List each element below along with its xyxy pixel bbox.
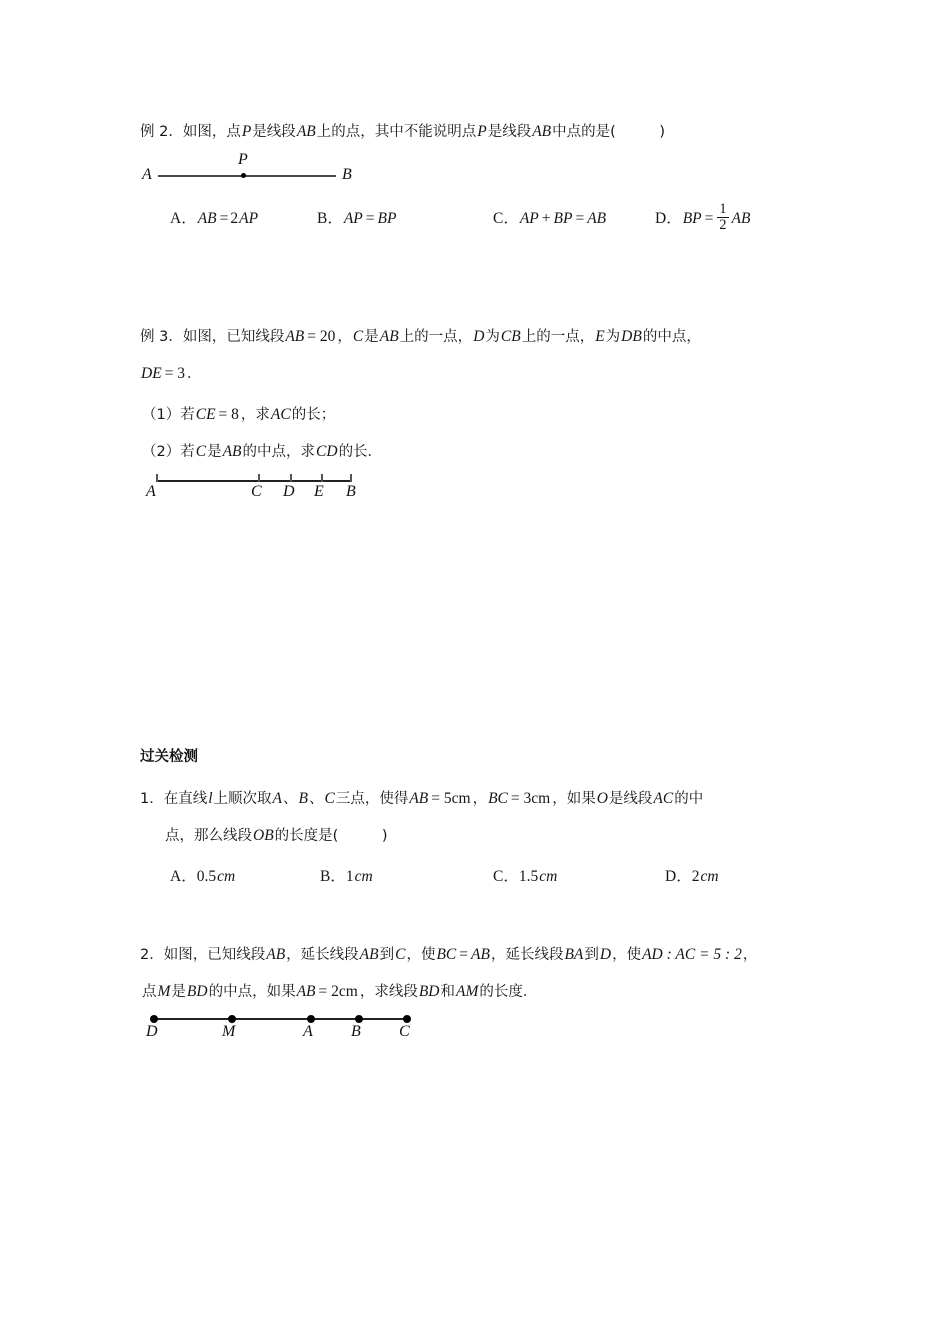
example2-stem-text-1: 如图，点 [182, 124, 241, 140]
example3-line1-f: 上的一点， [521, 329, 595, 345]
q2-number: 2． [140, 947, 164, 963]
checkpoint-q1-option-c[interactable] [493, 858, 558, 895]
checkpoint-q1-option-d[interactable] [665, 858, 720, 895]
example3-var-c: C [352, 328, 364, 345]
checkpoint-heading: 过关检测 [140, 749, 198, 765]
q2-line2-c: 的中点，如果 [208, 984, 296, 1000]
option-c-label: C． [493, 210, 519, 227]
example3-line2-dot: ． [187, 366, 202, 382]
option-a-right: AP [239, 210, 259, 227]
q1-answer-blank[interactable]: ( ) [332, 828, 388, 844]
q2-line2-d: ，求线段 [359, 984, 418, 1000]
option-c-plus: + [541, 210, 551, 227]
example3-stem-prefix: 例 3． [140, 329, 183, 345]
point-label-a: A [146, 483, 156, 500]
option-a-coef: 2 [230, 210, 239, 227]
example3-sub2-number: （2） [142, 444, 181, 460]
q1-ab-value: = 5cm [431, 790, 471, 807]
q1-option-d-label: D． [665, 868, 692, 885]
example3-de-value: = 3 [164, 365, 186, 382]
option-d-left: BP [682, 210, 702, 227]
example2-stem-text-3: 上的点，其中不能说明点 [316, 124, 477, 140]
example2-stem-text-4: 是线段 [487, 124, 532, 140]
example3-sub1 [142, 396, 335, 434]
example3-sub1-eq: = 8 [218, 406, 239, 423]
option-a-left: AB [197, 210, 217, 227]
example2-var-p2: P [477, 123, 487, 140]
q1-ob: OB [253, 827, 274, 844]
example2-var-ab2: AB [532, 123, 552, 140]
point-label-a: A [142, 166, 152, 183]
q1-option-a-value: 0.5 [196, 868, 217, 885]
q1-var-o: O [596, 790, 608, 807]
example3-sub1-ce: CE [195, 406, 216, 423]
example2-option-c[interactable] [493, 200, 607, 237]
q1-option-a-unit: cm [217, 868, 236, 885]
point-p-dot [241, 173, 246, 178]
point-d-dot [150, 1015, 158, 1023]
q1-ac: AC [653, 790, 674, 807]
example2-stem-prefix: 例 2． [140, 124, 183, 140]
q1-option-c-label: C． [493, 868, 519, 885]
example3-var-ab: AB [285, 328, 305, 345]
q1-var-a: A [272, 790, 283, 807]
example2-stem-text-5: 中点的是 [552, 124, 611, 140]
fraction-numerator: 1 [719, 201, 727, 218]
fraction-denominator: 2 [719, 217, 727, 234]
q1-option-a-label: A． [170, 868, 197, 885]
option-d-eq: = [704, 210, 714, 227]
example3-var-ab2: AB [379, 328, 399, 345]
example3-sub1-ruo: 若 [180, 407, 195, 423]
q2-bd2: BD [418, 983, 440, 1000]
point-label-m: M [222, 1023, 236, 1040]
q2-t4: ，使 [406, 947, 436, 963]
tick-c [258, 474, 260, 482]
example3-line1-g: 为 [605, 329, 621, 345]
q2-line2-f: 的长度． [479, 984, 538, 1000]
option-d-fraction [715, 202, 730, 233]
example3-de: DE [141, 365, 162, 382]
q2-var-m: M [157, 983, 171, 1000]
option-b-left: AP [343, 210, 363, 227]
option-d-label: D． [655, 210, 682, 227]
example3-line1-c: 是 [364, 329, 379, 345]
q1-option-c-unit: cm [539, 868, 558, 885]
checkpoint-q1-option-a[interactable] [170, 858, 236, 895]
q1-var-l: l [208, 790, 213, 807]
option-a-eq: = [219, 210, 229, 227]
example2-var-ab: AB [296, 123, 316, 140]
example2-option-a[interactable] [170, 200, 259, 237]
option-a-label: A． [170, 210, 197, 227]
point-b-dot [355, 1015, 363, 1023]
point-label-p: P [238, 151, 248, 168]
point-label-b: B [342, 166, 352, 183]
example3-sub1-comma: ，求 [240, 407, 270, 423]
q2-ab4-value: = 2cm [318, 983, 358, 1000]
q1-bc-value: = 3cm [510, 790, 551, 807]
q1-sep2: 、 [308, 791, 324, 807]
option-d-right: AB [731, 210, 751, 227]
example3-sub2-cd: CD [316, 443, 338, 460]
point-a-dot [307, 1015, 315, 1023]
example2-option-d[interactable] [655, 200, 751, 237]
q2-line2-a: 点 [142, 984, 157, 1000]
example3-var-d: D [473, 328, 485, 345]
q1-line2-a: 点，那么线段 [165, 828, 252, 844]
example3-sub2-c: C [195, 443, 207, 460]
option-c-right: AB [587, 210, 607, 227]
q1-option-b-unit: cm [354, 868, 373, 885]
example2-stem-text-2: 是线段 [252, 124, 296, 140]
q2-var-c: C [395, 946, 406, 963]
point-label-b: B [351, 1023, 361, 1040]
checkpoint-q1-option-b[interactable] [320, 858, 374, 895]
q2-eq1: = [459, 946, 469, 963]
example3-sub1-number: （1） [142, 407, 181, 423]
point-label-d: D [283, 483, 295, 500]
q1-option-d-unit: cm [700, 868, 719, 885]
example3-line1-e: 为 [485, 329, 500, 345]
q1-option-b-value: 1 [345, 868, 354, 885]
example3-stem-line1 [140, 318, 880, 356]
point-label-c: C [251, 483, 262, 500]
example3-sub2-ruo: 若 [180, 444, 195, 460]
example3-sub1-ac: AC [270, 406, 291, 423]
example2-answer-blank[interactable]: ( ) [610, 124, 665, 140]
point-label-c: C [399, 1023, 410, 1040]
checkpoint-q2-figure [140, 1010, 430, 1050]
checkpoint-q2-line2 [142, 973, 537, 1011]
example3-line1-b: ， [337, 329, 352, 345]
q2-var-d: D [599, 946, 612, 963]
q2-ab: AB [266, 946, 286, 963]
q1-t3: 三点，使得 [335, 791, 409, 807]
q1-t5: ，如果 [552, 791, 596, 807]
q2-bc: BC [436, 946, 457, 963]
example2-option-b[interactable] [317, 200, 397, 237]
option-c-mid: BP [553, 210, 573, 227]
q2-t5: ，延长线段 [490, 947, 564, 963]
q1-t4: ， [472, 791, 488, 807]
q2-ab3: AB [471, 946, 490, 963]
q1-t7: 的中 [674, 791, 704, 807]
example3-sub2 [142, 433, 382, 471]
example3-sub2-ab: AB [222, 443, 242, 460]
example2-figure [140, 151, 370, 192]
example3-eq1: = 20 [307, 328, 336, 345]
example3-line1-d: 上的一点， [399, 329, 473, 345]
segment-ab-line [158, 175, 336, 177]
q1-option-d-value: 2 [691, 868, 700, 885]
q1-t1: 在直线 [163, 791, 208, 807]
q2-ratio: AD : AC = 5 : 2 [642, 946, 742, 963]
example2-var-p: P [241, 123, 252, 140]
q1-t6: 是线段 [608, 791, 653, 807]
q1-option-b-label: B． [320, 868, 346, 885]
point-label-a: A [303, 1023, 313, 1040]
q2-ba: BA [564, 946, 584, 963]
example3-stem-line2 [140, 355, 202, 393]
q1-bc: BC [488, 790, 508, 807]
example3-line1-h: 的中点， [642, 329, 701, 345]
option-c-eq: = [575, 210, 585, 227]
q1-var-b: B [298, 790, 308, 807]
example3-sub2-mid: 的中点，求 [242, 444, 316, 460]
q1-t2: 上顺次取 [213, 791, 272, 807]
q1-number: 1． [140, 791, 164, 807]
tick-d [290, 474, 292, 482]
point-label-b: B [346, 483, 356, 500]
checkpoint-q2-line1 [140, 936, 880, 974]
q2-t3: 到 [379, 947, 395, 963]
checkpoint-q1-line1 [140, 780, 870, 818]
example3-sub2-shi: 是 [207, 444, 222, 460]
q2-t6: 到 [584, 947, 599, 963]
option-b-right: BP [377, 210, 397, 227]
q2-am: AM [456, 983, 479, 1000]
point-c-dot [403, 1015, 411, 1023]
point-m-dot [228, 1015, 236, 1023]
checkpoint-q1-line2 [165, 817, 388, 855]
example3-figure [140, 470, 380, 506]
q2-ab4: AB [296, 983, 316, 1000]
tick-e [321, 474, 323, 482]
q1-line2-b: 的长度是 [274, 828, 333, 844]
q1-var-c: C [324, 790, 335, 807]
example3-line1-a: 如图，已知线段 [182, 329, 285, 345]
q1-ab: AB [409, 790, 429, 807]
example2-stem [140, 113, 860, 151]
example3-sub1-tail: 的长； [291, 407, 336, 423]
segment-dc-line [154, 1018, 407, 1020]
q2-t7: ，使 [612, 947, 642, 963]
example3-var-e: E [595, 328, 605, 345]
option-b-label: B． [317, 210, 343, 227]
q1-option-c-value: 1.5 [518, 868, 539, 885]
point-label-d: D [146, 1023, 158, 1040]
tick-b [350, 474, 352, 482]
tick-a [156, 474, 158, 482]
q1-sep1: 、 [283, 791, 298, 807]
q2-t1: 如图，已知线段 [163, 947, 266, 963]
q2-ab2: AB [359, 946, 379, 963]
q2-t2: ，延长线段 [286, 947, 359, 963]
example3-sub2-tail: 的长． [338, 444, 383, 460]
option-b-eq: = [365, 210, 375, 227]
option-c-left: AP [519, 210, 539, 227]
q2-bd: BD [186, 983, 208, 1000]
q2-line2-e: 和 [440, 984, 456, 1000]
example3-var-cb: CB [500, 328, 521, 345]
q2-t8: ， [742, 947, 758, 963]
example3-var-db: DB [621, 328, 642, 345]
point-label-e: E [314, 483, 324, 500]
q2-line2-b: 是 [171, 984, 186, 1000]
